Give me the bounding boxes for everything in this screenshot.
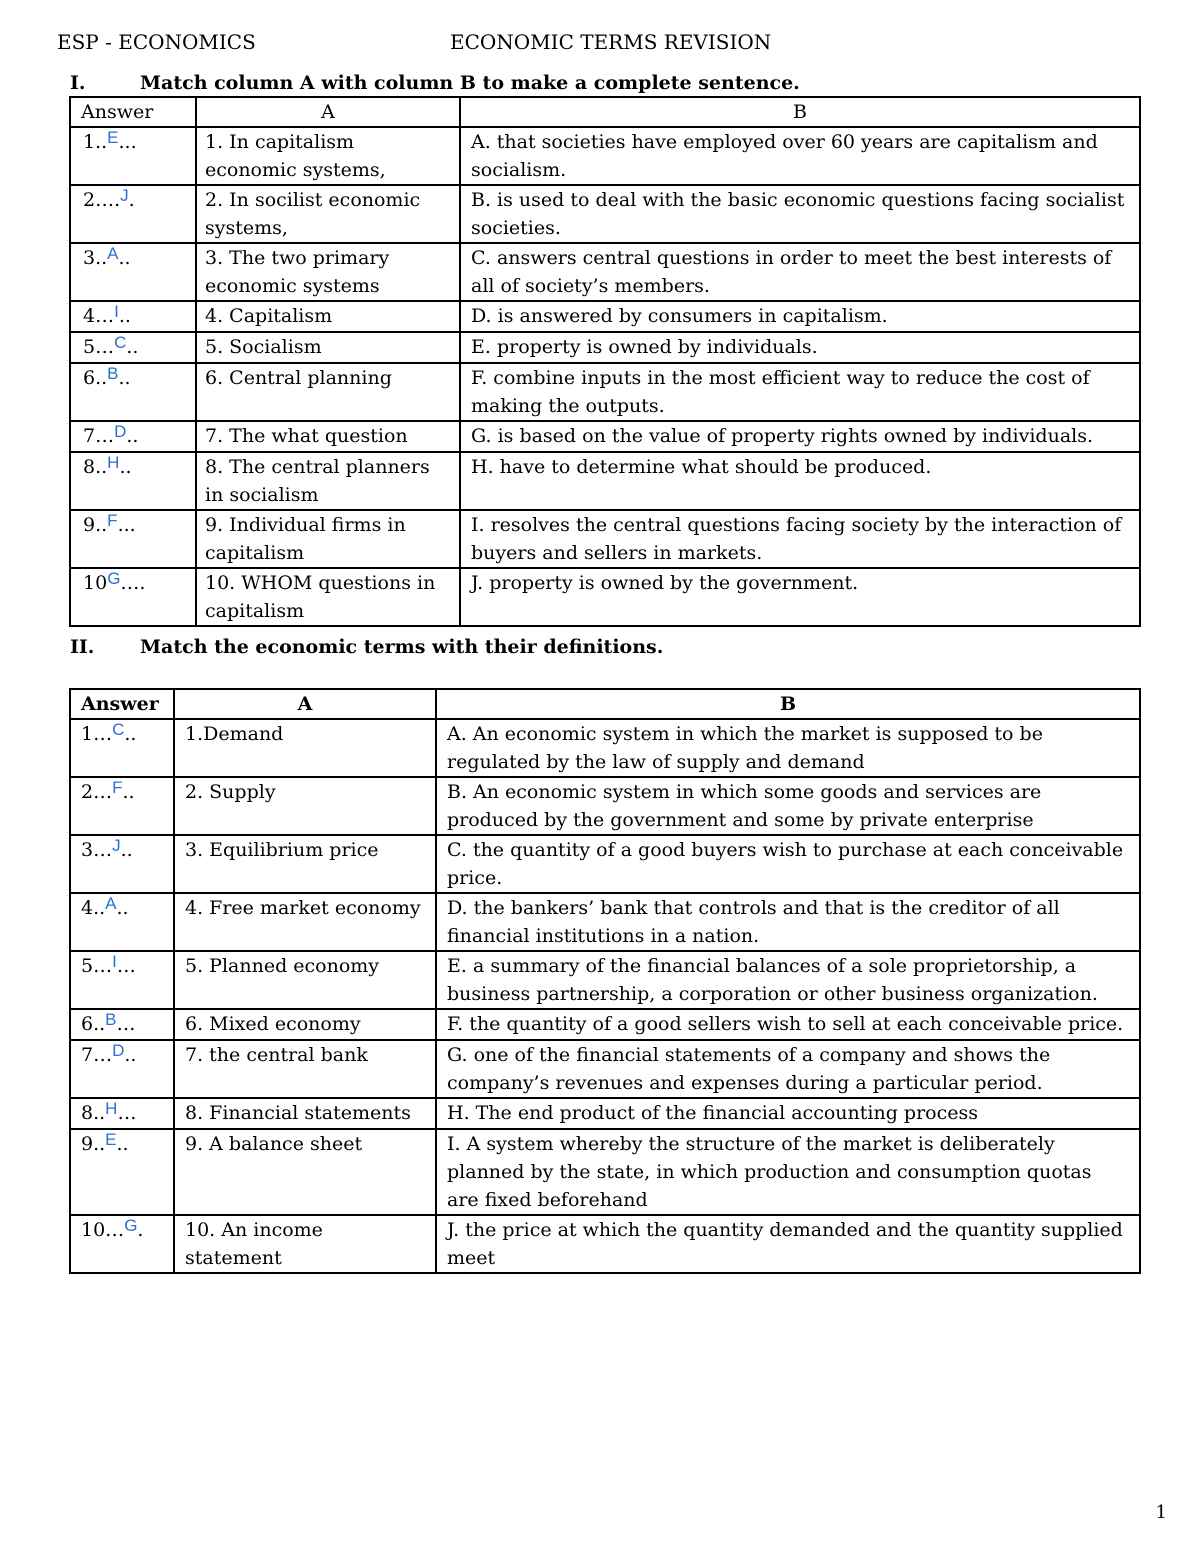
- table-row: [70, 1009, 1140, 1040]
- item-number: 4…: [83, 305, 115, 327]
- answer-dots: ..: [119, 456, 132, 478]
- answer-cell: [70, 452, 196, 510]
- handwritten-answer: G: [107, 569, 121, 588]
- column-a-cell: 6. Mixed economy: [174, 1009, 436, 1040]
- column-b-cell: D. is answered by consumers in capitalism.: [460, 301, 1140, 332]
- item-number: 1..: [83, 131, 108, 153]
- item-number: 1…: [81, 723, 113, 745]
- column-a-cell: 4. Capitalism: [196, 301, 460, 332]
- column-b-cell: D. the bankers’ bank that controls and that is the creditor of all financial institutions in a nation.: [436, 893, 1140, 951]
- table-row: [70, 568, 1140, 626]
- section-1-heading: [70, 72, 800, 94]
- answer-cell: [70, 568, 196, 626]
- table-row: [70, 301, 1140, 332]
- answer-cell: [70, 893, 174, 951]
- item-number: 5…: [83, 336, 115, 358]
- column-a-cell: 1.Demand: [174, 719, 436, 777]
- answer-cell: [70, 1215, 174, 1273]
- table-row: [70, 185, 1140, 243]
- column-a-cell: 10. An income statement: [174, 1215, 436, 1273]
- column-a-cell: 10. WHOM questions in capitalism: [196, 568, 460, 626]
- table-row: [70, 1129, 1140, 1215]
- item-number: 8..: [83, 456, 108, 478]
- table-row: [70, 951, 1140, 1009]
- answer-dots: ..: [126, 336, 139, 358]
- column-b-cell: B. is used to deal with the basic economic questions facing socialist societies.: [460, 185, 1140, 243]
- answer-cell: [70, 777, 174, 835]
- column-b-cell: E. a summary of the financial balances of a sole proprietorship, a business partnership, a corporation or other business organization.: [436, 951, 1140, 1009]
- answer-cell: [70, 1040, 174, 1098]
- column-a-cell: 7. the central bank: [174, 1040, 436, 1098]
- handwritten-answer: I: [114, 302, 119, 321]
- table-row: [70, 893, 1140, 951]
- header-answer: Answer: [70, 97, 196, 127]
- table-row: [70, 835, 1140, 893]
- column-a-cell: 5. Socialism: [196, 332, 460, 363]
- item-number: 4..: [81, 897, 106, 919]
- column-b-cell: I. A system whereby the structure of the market is deliberately planned by the state, in which production and consumption quotas are fixed beforehand: [436, 1129, 1140, 1215]
- section-1-number: I.: [70, 72, 86, 94]
- section-2-number: II.: [70, 636, 95, 658]
- header-column-b: B: [436, 689, 1140, 719]
- header-column-a: A: [174, 689, 436, 719]
- column-b-cell: B. An economic system in which some goods and services are produced by the government and some by private enterprise: [436, 777, 1140, 835]
- answer-cell: [70, 510, 196, 568]
- column-a-cell: 8. Financial statements: [174, 1098, 436, 1129]
- header-column-b: B: [460, 97, 1140, 127]
- column-b-cell: G. is based on the value of property rights owned by individuals.: [460, 421, 1140, 452]
- column-b-cell: E. property is owned by individuals.: [460, 332, 1140, 363]
- answer-cell: [70, 951, 174, 1009]
- column-b-cell: C. answers central questions in order to meet the best interests of all of society’s members.: [460, 243, 1140, 301]
- table-header-row: [70, 689, 1140, 719]
- answer-dots: ..: [124, 723, 137, 745]
- column-b-cell: J. the price at which the quantity demanded and the quantity supplied meet: [436, 1215, 1140, 1273]
- handwritten-answer: I: [112, 952, 117, 971]
- answer-cell: [70, 1098, 174, 1129]
- answer-dots: …: [116, 1013, 136, 1035]
- answer-dots: ..: [116, 1133, 129, 1155]
- column-a-cell: 2. In socilist economic systems,: [196, 185, 460, 243]
- column-a-cell: 6. Central planning: [196, 363, 460, 421]
- matching-table-1: [69, 96, 1141, 627]
- table-row: [70, 363, 1140, 421]
- answer-cell: [70, 332, 196, 363]
- answer-dots: ..: [120, 839, 133, 861]
- table-row: [70, 1215, 1140, 1273]
- answer-dots: …: [117, 1102, 137, 1124]
- column-a-cell: 4. Free market economy: [174, 893, 436, 951]
- header-column-a: A: [196, 97, 460, 127]
- column-a-cell: 9. Individual firms in capitalism: [196, 510, 460, 568]
- column-b-cell: H. have to determine what should be produced.: [460, 452, 1140, 510]
- answer-dots: ..: [124, 1044, 137, 1066]
- answer-cell: [70, 363, 196, 421]
- handwritten-answer: D: [114, 422, 127, 441]
- item-number: 9..: [81, 1133, 106, 1155]
- column-b-cell: H. The end product of the financial accounting process: [436, 1098, 1140, 1129]
- matching-table-2: [69, 688, 1141, 1274]
- column-a-cell: 3. The two primary economic systems: [196, 243, 460, 301]
- answer-dots: ..: [118, 247, 131, 269]
- table-row: [70, 332, 1140, 363]
- column-a-cell: 1. In capitalism economic systems,: [196, 127, 460, 185]
- column-a-cell: 8. The central planners in socialism: [196, 452, 460, 510]
- column-a-cell: 9. A balance sheet: [174, 1129, 436, 1215]
- answer-cell: [70, 719, 174, 777]
- column-b-cell: C. the quantity of a good buyers wish to purchase at each conceivable price.: [436, 835, 1140, 893]
- handwritten-answer: D: [112, 1041, 125, 1060]
- header-answer: Answer: [70, 689, 174, 719]
- item-number: 8..: [81, 1102, 106, 1124]
- answer-cell: [70, 185, 196, 243]
- handwritten-answer: B: [107, 364, 119, 383]
- item-number: 7…: [83, 425, 115, 447]
- section-1-instruction: Match column A with column B to make a complete sentence.: [140, 72, 800, 94]
- column-b-cell: J. property is owned by the government.: [460, 568, 1140, 626]
- table-row: [70, 243, 1140, 301]
- answer-cell: [70, 1129, 174, 1215]
- answer-dots: ….: [120, 572, 146, 594]
- handwritten-answer: C: [114, 333, 127, 352]
- item-number: 5…: [81, 955, 113, 977]
- handwritten-answer: J: [120, 186, 129, 205]
- answer-dots: ..: [118, 305, 131, 327]
- handwritten-answer: C: [112, 720, 125, 739]
- answer-cell: [70, 127, 196, 185]
- item-number: 10…: [81, 1219, 125, 1241]
- table-row: [70, 1098, 1140, 1129]
- handwritten-answer: H: [105, 1099, 118, 1118]
- table-row: [70, 719, 1140, 777]
- handwritten-answer: G: [124, 1216, 138, 1235]
- table-row: [70, 510, 1140, 568]
- document-title: ECONOMIC TERMS REVISION: [450, 30, 772, 54]
- handwritten-answer: A: [105, 894, 117, 913]
- answer-cell: [70, 301, 196, 332]
- table-row: [70, 452, 1140, 510]
- answer-dots: ..: [118, 367, 131, 389]
- answer-cell: [70, 835, 174, 893]
- answer-cell: [70, 1009, 174, 1040]
- handwritten-answer: J: [112, 836, 121, 855]
- handwritten-answer: A: [107, 244, 119, 263]
- table-row: [70, 777, 1140, 835]
- item-number: 2…: [81, 781, 113, 803]
- section-2-heading: [70, 636, 663, 658]
- column-a-cell: 7. The what question: [196, 421, 460, 452]
- column-a-cell: 3. Equilibrium price: [174, 835, 436, 893]
- answer-dots: ..: [122, 781, 135, 803]
- answer-dots: ..: [126, 425, 139, 447]
- column-b-cell: F. the quantity of a good sellers wish to sell at each conceivable price.: [436, 1009, 1140, 1040]
- column-b-cell: G. one of the financial statements of a company and shows the company’s revenues and expenses during a particular period.: [436, 1040, 1140, 1098]
- table-row: [70, 1040, 1140, 1098]
- page-header: [57, 30, 772, 54]
- item-number: 6..: [83, 367, 108, 389]
- answer-dots: …: [116, 955, 136, 977]
- answer-cell: [70, 243, 196, 301]
- item-number: 10: [83, 572, 108, 594]
- item-number: 2….: [83, 189, 121, 211]
- answer-dots: ...: [117, 514, 136, 536]
- handwritten-answer: F: [107, 511, 118, 530]
- item-number: 9..: [83, 514, 108, 536]
- answer-dots: ..: [116, 897, 129, 919]
- item-number: 6..: [81, 1013, 106, 1035]
- handwritten-answer: E: [107, 128, 119, 147]
- answer-dots: ...: [118, 131, 137, 153]
- item-number: 7…: [81, 1044, 113, 1066]
- item-number: 3..: [83, 247, 108, 269]
- item-number: 3…: [81, 839, 113, 861]
- answer-cell: [70, 421, 196, 452]
- answer-dots: .: [128, 189, 135, 211]
- page-number: 1: [1155, 1502, 1167, 1523]
- section-2-instruction: Match the economic terms with their definitions.: [140, 636, 664, 658]
- column-b-cell: A. An economic system in which the market is supposed to be regulated by the law of supply and demand: [436, 719, 1140, 777]
- table-row: [70, 421, 1140, 452]
- column-b-cell: A. that societies have employed over 60 years are capitalism and socialism.: [460, 127, 1140, 185]
- table-row: [70, 127, 1140, 185]
- column-a-cell: 5. Planned economy: [174, 951, 436, 1009]
- handwritten-answer: H: [107, 453, 120, 472]
- handwritten-answer: F: [112, 778, 123, 797]
- answer-dots: .: [137, 1219, 144, 1241]
- column-b-cell: I. resolves the central questions facing society by the interaction of buyers and sellers in markets.: [460, 510, 1140, 568]
- handwritten-answer: E: [105, 1130, 117, 1149]
- column-a-cell: 2. Supply: [174, 777, 436, 835]
- handwritten-answer: B: [105, 1010, 117, 1029]
- subject-label: ESP - ECONOMICS: [57, 30, 256, 54]
- table-header-row: [70, 97, 1140, 127]
- column-b-cell: F. combine inputs in the most efficient way to reduce the cost of making the outputs.: [460, 363, 1140, 421]
